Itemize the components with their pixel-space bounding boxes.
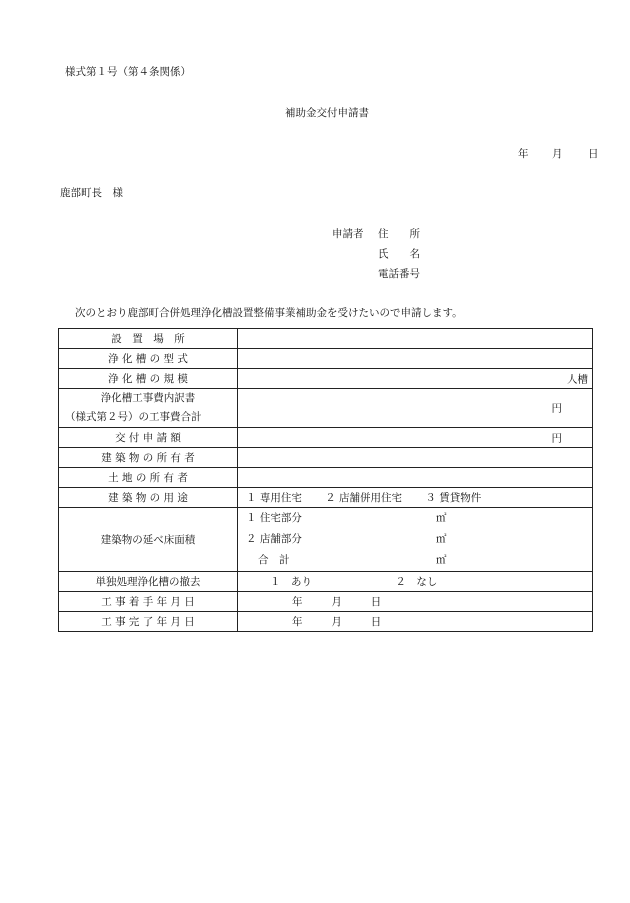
land-owner-field[interactable]	[238, 468, 593, 488]
cost-field[interactable]	[238, 389, 593, 428]
start-date-label: 工 事 着 手 年 月 日	[59, 592, 238, 612]
date-month: 月	[552, 148, 563, 160]
capacity-label: 浄 化 槽 の 規 模	[59, 369, 238, 389]
row-end-date	[59, 612, 593, 632]
model-field[interactable]	[238, 349, 593, 369]
removal-option-yes[interactable]: １ あり	[270, 576, 312, 588]
usage-option-3[interactable]: ３ 賃貸物件	[425, 492, 482, 504]
floor-area-total[interactable]	[246, 550, 592, 571]
form-number: 様式第１号（第４条関係）	[65, 66, 191, 78]
row-building-owner	[59, 448, 593, 468]
applicant-label: 申請者	[332, 228, 364, 240]
end-date-year: 年	[292, 616, 303, 628]
row-usage	[59, 488, 593, 508]
cost-unit: 円	[551, 402, 562, 415]
end-date-day: 日	[370, 616, 382, 628]
row-amount	[59, 428, 593, 448]
row-land-owner	[59, 468, 593, 488]
floor-area-total-unit: ㎡	[436, 554, 447, 566]
date-year: 年	[518, 148, 529, 160]
phone-label: 電話番号	[378, 268, 420, 280]
land-owner-label: 土 地 の 所 有 者	[59, 468, 238, 488]
floor-area-label: 建築物の延べ床面積	[59, 508, 238, 572]
usage-field	[238, 488, 593, 508]
floor-area-residential-label: １ 住宅部分	[246, 512, 302, 524]
end-date-field[interactable]	[238, 612, 593, 632]
start-date-month: 月	[331, 596, 342, 608]
intro-sentence: 次のとおり鹿部町合併処理浄化槽設置整備事業補助金を受けたいので申請します。	[75, 307, 463, 319]
floor-area-store-label: ２ 店舗部分	[246, 533, 302, 545]
removal-field	[238, 572, 593, 592]
floor-area-residential[interactable]	[246, 508, 592, 529]
amount-unit: 円	[551, 432, 562, 444]
application-table	[58, 328, 593, 632]
addressee: 鹿部町長 様	[60, 187, 123, 199]
usage-option-2[interactable]: ２ 店舗併用住宅	[325, 492, 403, 504]
usage-option-1[interactable]: １ 専用住宅	[246, 492, 302, 504]
form-title: 補助金交付申請書	[285, 107, 369, 119]
name-label: 氏 名	[378, 248, 420, 260]
address-label: 住 所	[378, 228, 420, 240]
end-date-label: 工 事 完 了 年 月 日	[59, 612, 238, 632]
date-day: 日	[588, 148, 599, 160]
usage-label: 建 築 物 の 用 途	[59, 488, 238, 508]
end-date-month: 月	[331, 616, 342, 628]
location-label: 設 置 場 所	[59, 329, 238, 349]
floor-area-field	[238, 508, 593, 572]
row-location	[59, 329, 593, 349]
cost-label-line2: （様式第２号）の工事費合計	[65, 411, 202, 423]
cost-label	[59, 389, 238, 428]
row-floor-area	[59, 508, 593, 572]
row-cost	[59, 389, 593, 428]
floor-area-total-label: 合 計	[258, 554, 290, 566]
location-field[interactable]	[238, 329, 593, 349]
building-owner-label: 建 築 物 の 所 有 者	[59, 448, 238, 468]
capacity-field[interactable]	[238, 369, 593, 389]
row-capacity	[59, 369, 593, 389]
removal-label: 単独処理浄化槽の撤去	[59, 572, 238, 592]
row-model	[59, 349, 593, 369]
removal-option-no[interactable]: ２ なし	[395, 576, 438, 588]
cost-label-line1: 浄化槽工事費内訳書	[100, 392, 196, 404]
amount-field[interactable]	[238, 428, 593, 448]
capacity-unit: 人槽	[567, 373, 588, 385]
amount-label: 交 付 申 請 額	[59, 428, 238, 448]
floor-area-store[interactable]	[246, 529, 592, 550]
floor-area-store-unit: ㎡	[436, 533, 447, 545]
floor-area-residential-unit: ㎡	[436, 512, 447, 524]
start-date-day: 日	[370, 596, 382, 608]
row-start-date	[59, 592, 593, 612]
start-date-field[interactable]	[238, 592, 593, 612]
start-date-year: 年	[292, 596, 303, 608]
building-owner-field[interactable]	[238, 448, 593, 468]
model-label: 浄 化 槽 の 型 式	[59, 349, 238, 369]
row-removal	[59, 572, 593, 592]
